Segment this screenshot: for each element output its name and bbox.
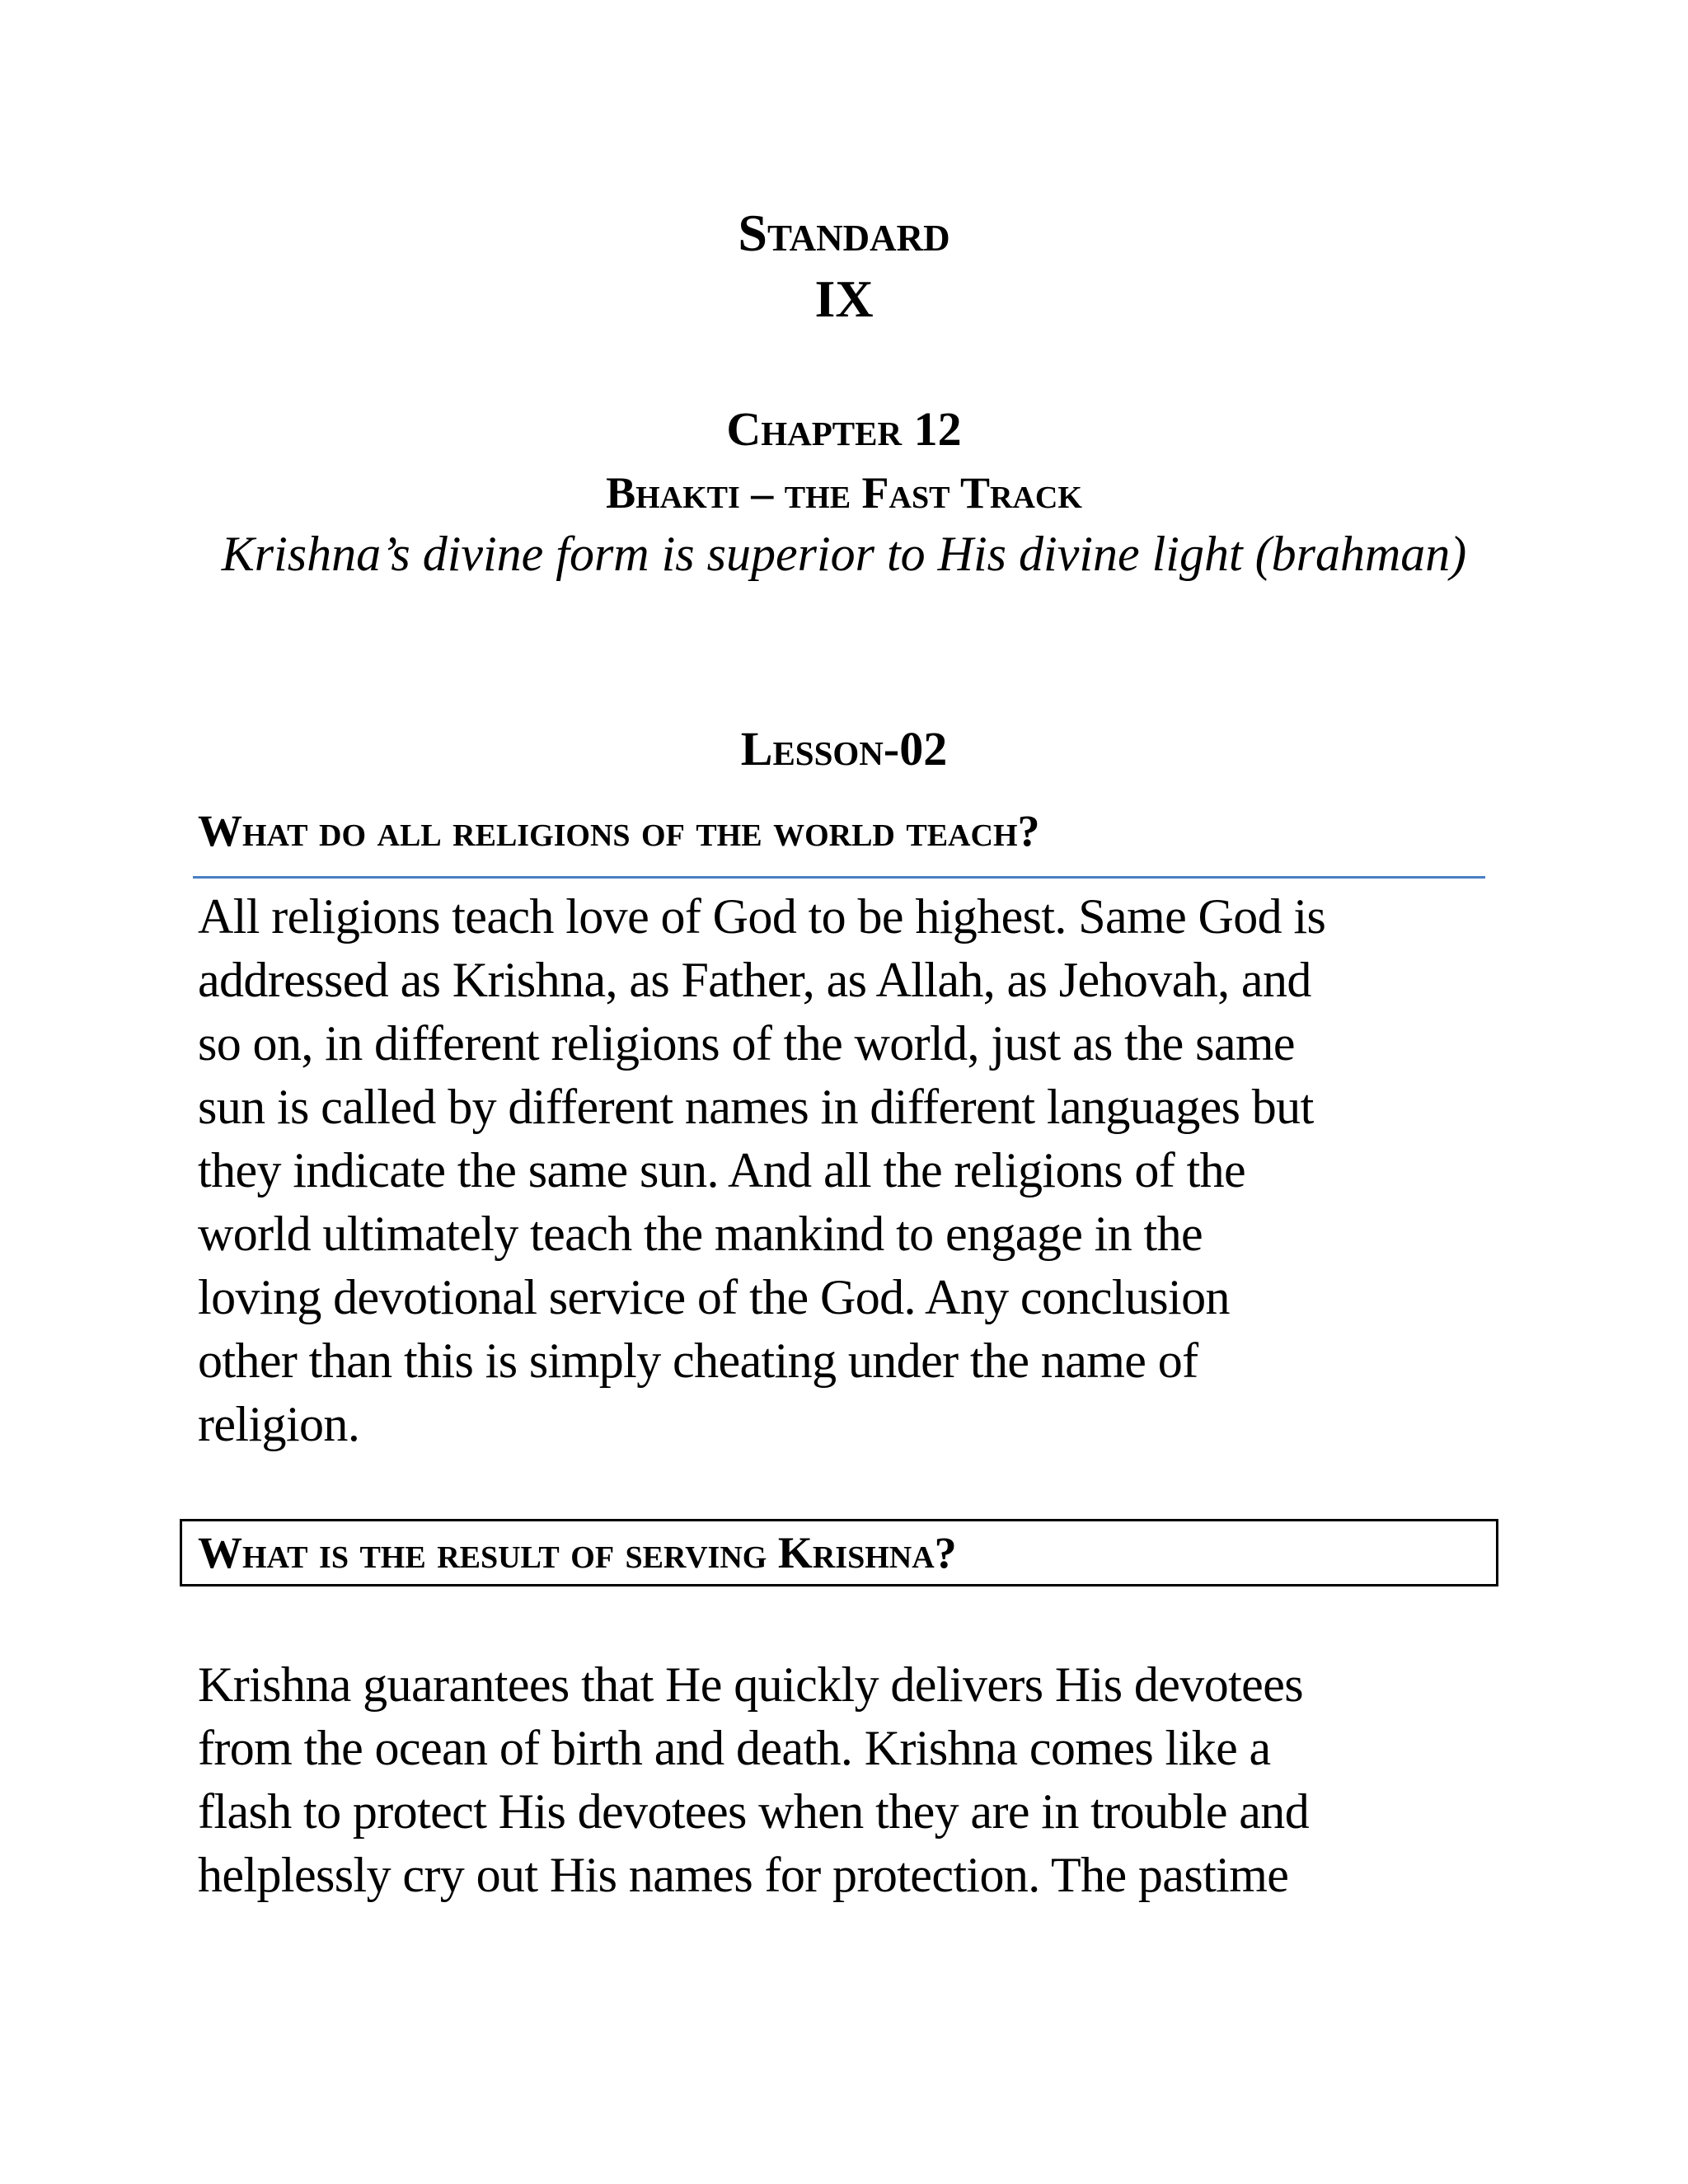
lesson-label: Lesson-02 (740, 722, 948, 776)
section-answer-2: Krishna guarantees that He quickly delivers His devotees from the ocean of birth and death. Krishna comes like a flash to protect His devotees when they are in trouble and helplessly cry out His names for protection. The pastime (198, 1657, 1310, 1902)
grade-heading: IX (814, 269, 874, 328)
section-answer-1: All religions teach love of God to be highest. Same God is addressed as Krishna, as Father, as Allah, as Jehovah, and so on, in different religions of the world, just as the same sun is called by different names in different languages but they indicate the same sun. And all the religions of the world ultimately teach the mankind to engage in the loving devotional service of the God. Any conclusion other than this is simply cheating under the name of religion. (198, 889, 1326, 1451)
chapter-subtitle: Krishna’s divine form is superior to His divine light (brahman) (221, 527, 1467, 581)
section-question-2: What is the result of serving Krishna? (198, 1528, 957, 1577)
section-question-1: What do all religions of the world teach? (198, 806, 1040, 855)
standard-heading: Standard (738, 204, 950, 262)
chapter-title: Bhakti – the Fast Track (606, 468, 1082, 518)
chapter-number: Chapter 12 (726, 402, 962, 456)
section-divider (193, 876, 1485, 879)
